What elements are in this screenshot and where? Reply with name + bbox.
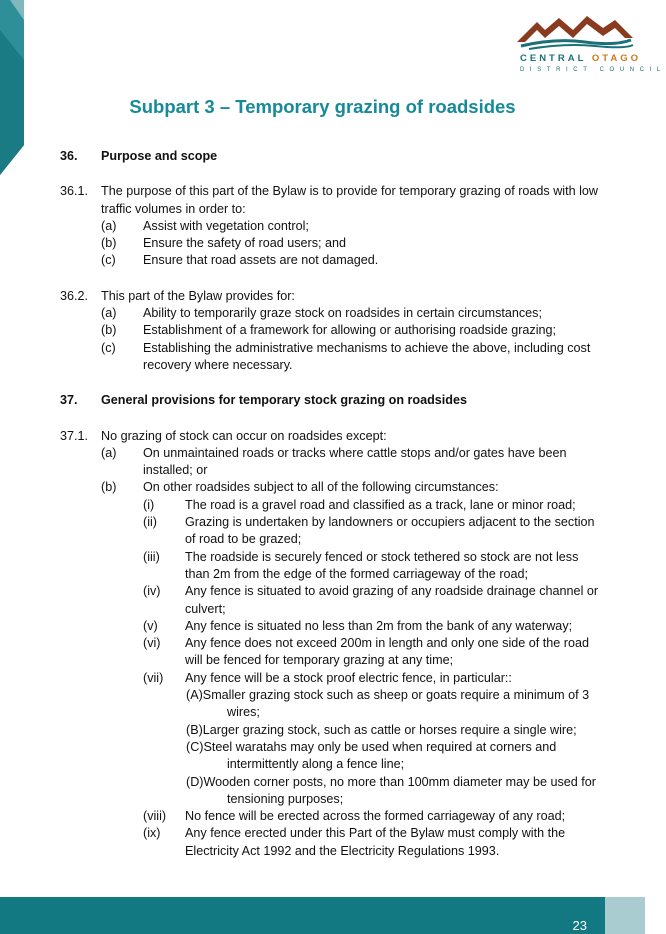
clause-36-1: 36.1. The purpose of this part of the Bylaw is to provide for temporary grazing of roads with low traffic volumes in order to: [60, 184, 598, 216]
bylaw-body [60, 148, 600, 860]
page-number: 23 [572, 918, 587, 933]
list-item: (c) Establishing the administrative mechanisms to achieve the above, including cost recovery where necessary. [101, 340, 591, 372]
list-item: (b) Establishment of a framework for allowing or authorising roadside grazing; [101, 323, 556, 338]
list-item: (a) Assist with vegetation control; [101, 218, 309, 233]
sub-list-item: (vii) Any fence will be a stock proof electric fence, in particular:: [143, 670, 512, 685]
sub-list-item: (viii) No fence will be erected across the formed carriageway of any road; [143, 809, 566, 824]
footer-accent [605, 897, 645, 934]
sub-list-item: (ii) Grazing is undertaken by landowners or occupiers adjacent to the section of road to be grazed; [143, 515, 595, 547]
page-title: Subpart 3 – Temporary grazing of roadsides [129, 96, 516, 117]
council-logo [510, 12, 666, 87]
sub-list-item: (i) The road is a gravel road and classified as a track, lane or minor road; [143, 497, 576, 512]
list-item: (b) Ensure the safety of road users; and [101, 236, 347, 251]
list-item: (a) Ability to temporarily graze stock on roadsides in certain circumstances; [101, 306, 542, 321]
sub-list-item: (iv) Any fence is situated to avoid grazing of any roadside drainage channel or culvert; [143, 584, 599, 616]
clause-37-1: 37.1. No grazing of stock can occur on roadsides except: [60, 428, 387, 443]
logo-text-secondary: DISTRICT COUNCIL [520, 67, 666, 73]
list-item: (a) On unmaintained roads or tracks where cattle stops and/or gates have been installed; or [101, 445, 567, 478]
fence-requirement-item: (B)Larger grazing stock, such as cattle or horses require a single wire; [186, 722, 577, 737]
clause-36-2: 36.2. This part of the Bylaw provides for: [60, 288, 295, 303]
left-edge-decoration [0, 0, 24, 175]
fence-requirement-item: (D)Wooden corner posts, no more than 100mm diameter may be used for tensioning purposes; [186, 774, 596, 806]
section-37-heading: 37. General provisions for temporary stock grazing on roadsides [60, 393, 468, 408]
logo-text-primary: CENTRAL OTAGO [520, 53, 641, 64]
sub-list-item: (v) Any fence is situated no less than 2m from the bank of any waterway; [143, 618, 573, 633]
section-36-heading: 36. Purpose and scope [60, 149, 218, 163]
fence-requirement-item: (C)Steel waratahs may only be used when required at corners and intermittently along a fence line; [186, 739, 557, 772]
sub-list-item: (vi) Any fence does not exceed 200m in length and only one side of the road will be fenced for temporary grazing at any time; [143, 636, 589, 668]
list-item: (c) Ensure that road assets are not damaged. [101, 253, 379, 268]
sub-list-item: (iii) The roadside is securely fenced or stock tethered so stock are not less than 2m from the edge of the formed carriageway of the road; [143, 549, 579, 581]
mountain-logo-icon [515, 12, 635, 50]
list-item: (b) On other roadsides subject to all of the following circumstances: [101, 480, 499, 495]
sub-list-item: (ix) Any fence erected under this Part of the Bylaw must comply with the Electricity Act 1992 and the Electricity Regulations 1993. [143, 826, 566, 858]
fence-requirement-item: (A)Smaller grazing stock such as sheep or goats require a minimum of 3 wires; [186, 688, 590, 720]
footer-bar [0, 897, 605, 934]
